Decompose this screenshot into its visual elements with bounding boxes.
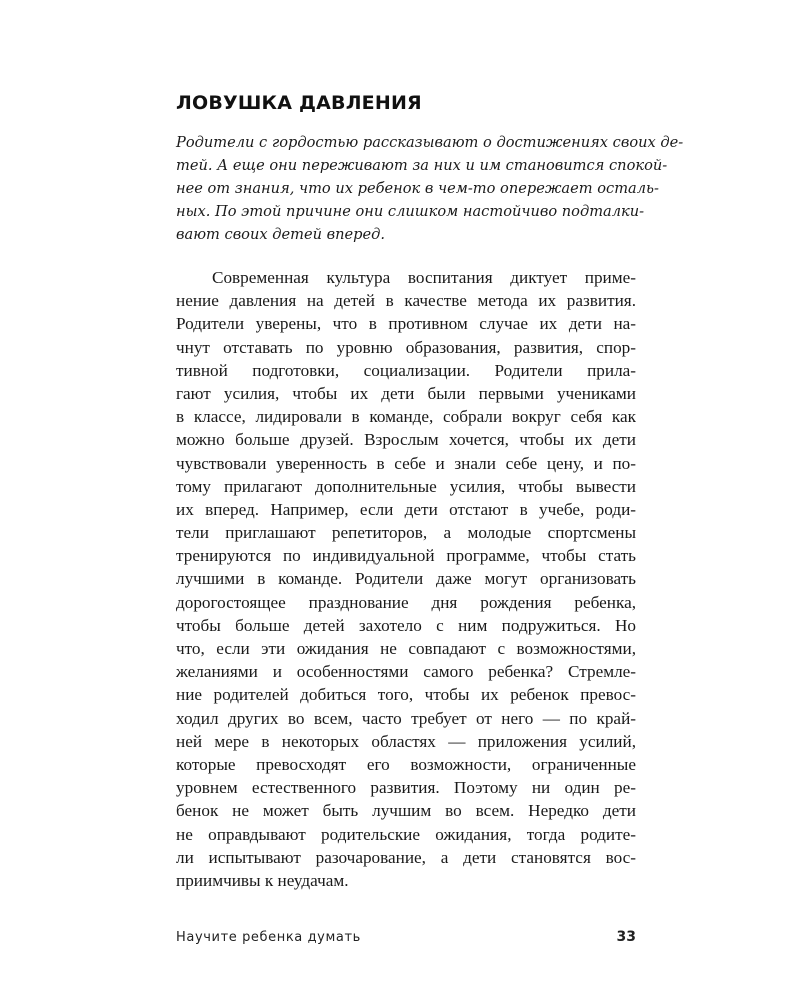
body-line: ние родителей добиться того, чтобы их ребенок превос- xyxy=(176,685,636,705)
lead-line: нее от знания, что их ребенок в чем-то опережает осталь- xyxy=(176,180,659,197)
body-line: дорогостоящее празднование дня рождения ребенка, xyxy=(176,592,636,612)
lead-line: вают своих детей вперед. xyxy=(176,226,386,243)
body-line: гают усилия, чтобы их дети были первыми учениками xyxy=(176,383,636,403)
body-line: Родители уверены, что в противном случае их дети на- xyxy=(176,314,636,334)
lead-line: ных. По этой причине они слишком настойчиво подталки- xyxy=(176,203,645,220)
body-line: нение давления на детей в качестве метода их развития. xyxy=(176,291,636,311)
body-line: бенок не может быть лучшим во всем. Нередко дети xyxy=(176,801,636,821)
body-line: тели приглашают репетиторов, а молодые спортсмены xyxy=(176,523,636,543)
page-number: 33 xyxy=(616,929,636,945)
body-line: Современная культура воспитания диктует приме- xyxy=(212,268,636,287)
body-line: тренируются по индивидуальной программе, чтобы стать xyxy=(176,546,636,566)
running-footer-title: Научите ребенка думать xyxy=(176,930,361,945)
section-heading: ЛОВУШКА ДАВЛЕНИЯ xyxy=(176,92,422,114)
body-line: чнут отставать по уровню образования, развития, спор- xyxy=(176,337,636,357)
lead-line: Родители с гордостью рассказывают о достижениях своих де- xyxy=(176,134,684,151)
body-line: ней мере в некоторых областях — приложения усилий, xyxy=(176,731,636,751)
body-line: можно больше друзей. Взрослым хочется, чтобы их дети xyxy=(176,430,636,450)
lead-line: тей. А еще они переживают за них и им становится спокой- xyxy=(176,157,668,174)
body-line: не оправдывают родительские ожидания, тогда родите- xyxy=(176,824,636,844)
body-line: уровнем естественного развития. Поэтому ни один ре- xyxy=(176,778,636,798)
body-line: чувствовали уверенность в себе и знали себе цену, и по- xyxy=(176,453,636,473)
body-line: что, если эти ожидания не совпадают с возможностями, xyxy=(176,639,636,658)
book-page xyxy=(176,0,684,1000)
body-line: чтобы больше детей захотело с ним подружиться. Но xyxy=(176,615,636,635)
body-line: которые превосходят его возможности, ограниченные xyxy=(176,754,636,774)
body-line: тому прилагают дополнительные усилия, чтобы вывести xyxy=(176,476,636,496)
lead-paragraph xyxy=(176,131,684,246)
body-line: приимчивы к неудачам. xyxy=(176,870,349,890)
body-line: ли испытывают разочарование, а дети становятся вос- xyxy=(176,847,636,867)
body-line: тивной подготовки, социализации. Родители прила- xyxy=(176,360,636,380)
body-line: в классе, лидировали в команде, собрали вокруг себя как xyxy=(176,407,636,427)
body-paragraph xyxy=(176,266,636,892)
body-line: лучшими в команде. Родители даже могут организовать xyxy=(176,569,636,589)
body-line: их вперед. Например, если дети отстают в учебе, роди- xyxy=(176,499,636,519)
body-line: желаниями и особенностями самого ребенка? Стремле- xyxy=(176,662,636,682)
body-line: ходил других во всем, часто требует от него — по край- xyxy=(176,708,636,728)
